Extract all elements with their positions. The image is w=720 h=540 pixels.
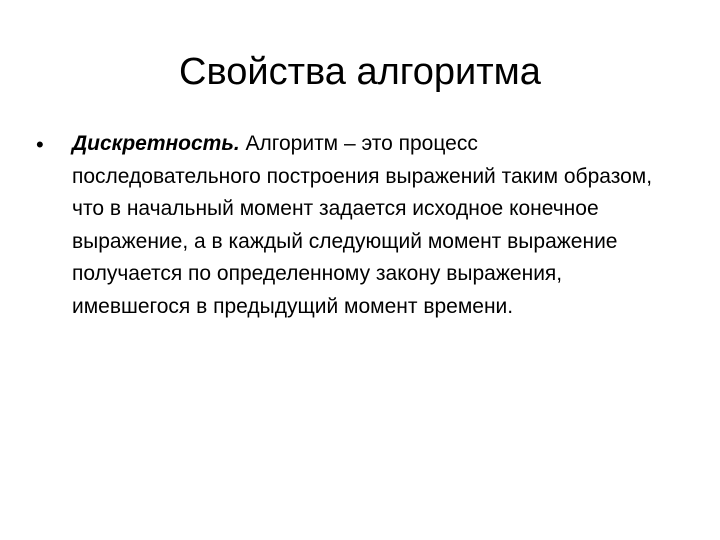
slide-content [36, 128, 686, 324]
bullet-item [36, 128, 686, 324]
bullet-term: Дискретность. [72, 132, 240, 155]
bullet-text [72, 128, 686, 324]
slide-title: Свойства алгоритма [179, 51, 541, 93]
bullet-body: Алгоритм – это процесс последовательного построения выражений таким образом, что в начальный момент задается исходное конечное выражение, а в каждый следующий момент выражение получается по определенному закону выражения, имевшегося в предыдущий момент времени. [72, 132, 653, 318]
bullet-marker: • [36, 132, 44, 157]
